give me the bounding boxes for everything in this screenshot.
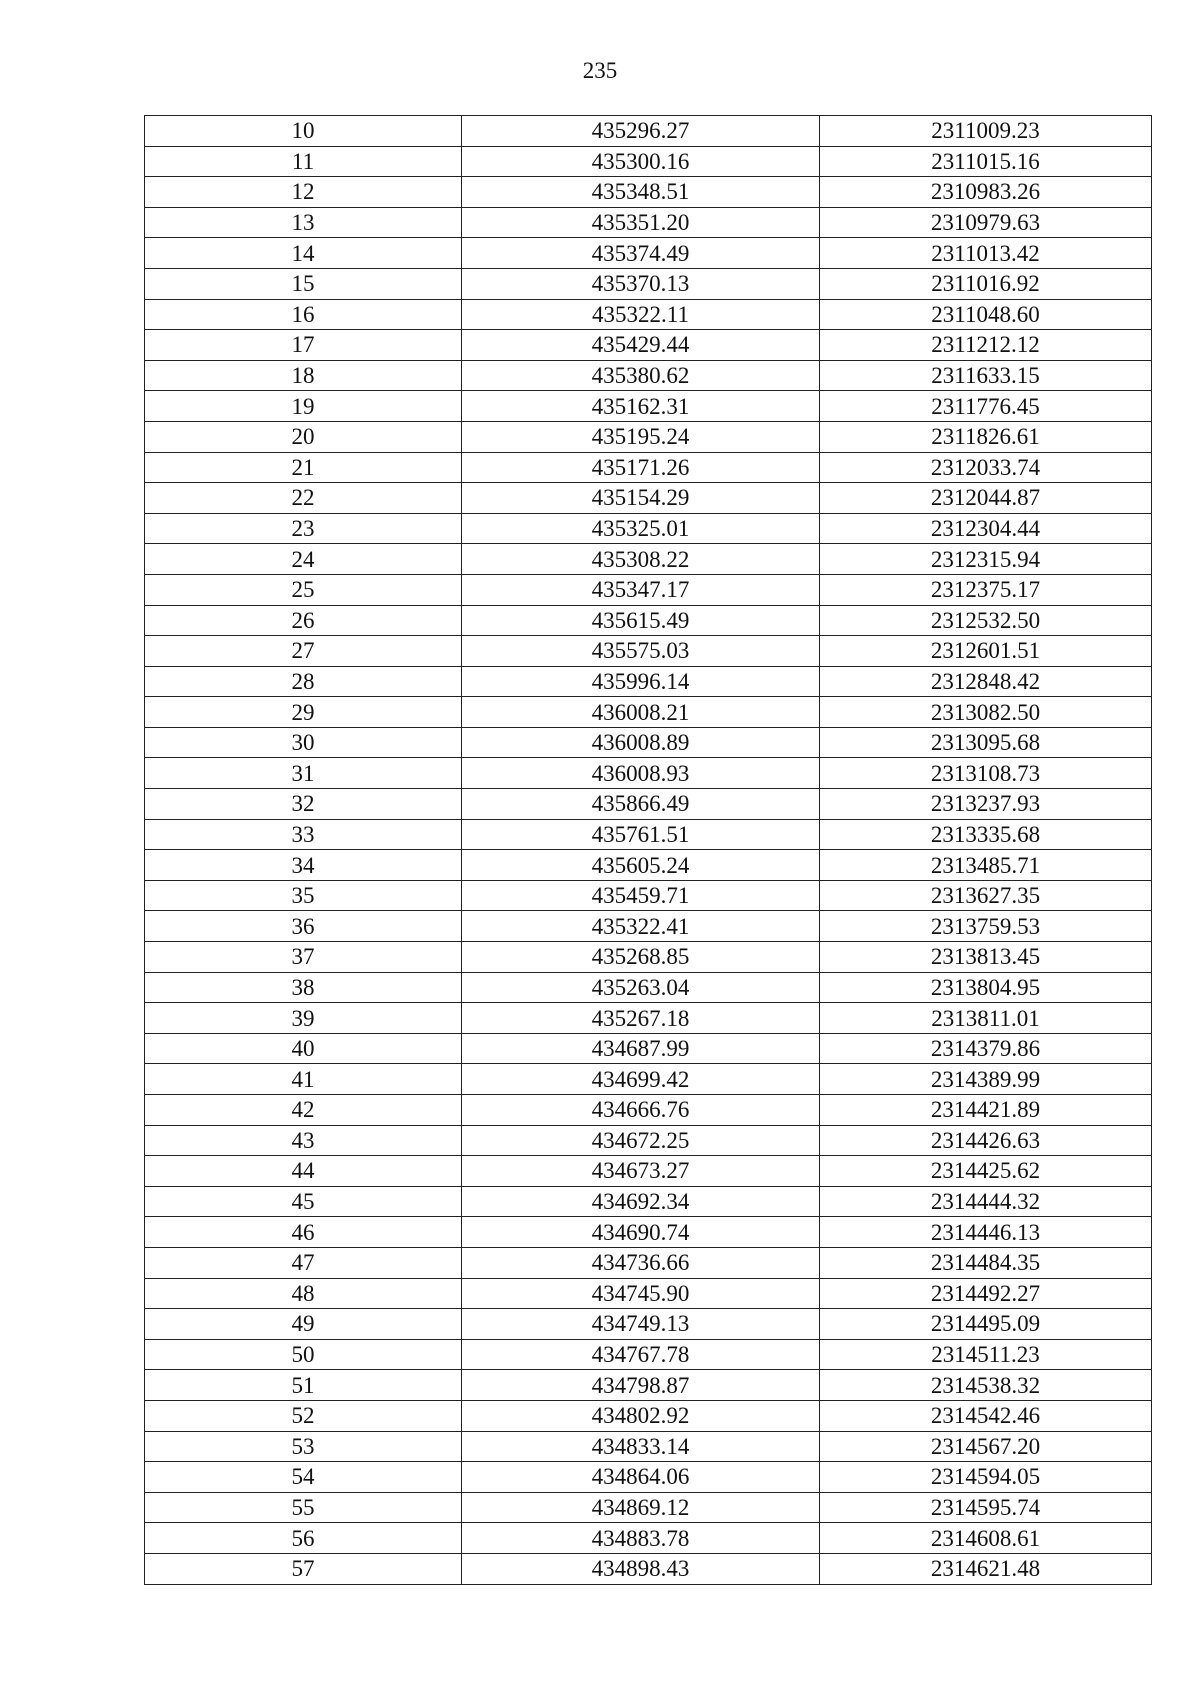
table-row: [145, 1217, 1152, 1248]
table-row: [145, 1553, 1152, 1584]
x-coordinate-cell: 435268.85: [462, 942, 820, 973]
x-coordinate-cell: 434883.78: [462, 1523, 820, 1554]
x-coordinate-cell: 435322.11: [462, 299, 820, 330]
x-coordinate-cell: 434690.74: [462, 1217, 820, 1248]
point-number-cell: 33: [145, 819, 462, 850]
y-coordinate-cell: 2311015.16: [820, 146, 1152, 177]
y-coordinate-cell: 2314495.09: [820, 1309, 1152, 1340]
y-coordinate-cell: 2312375.17: [820, 574, 1152, 605]
table-row: [145, 1033, 1152, 1064]
point-number-cell: 29: [145, 697, 462, 728]
x-coordinate-cell: 435370.13: [462, 268, 820, 299]
y-coordinate-cell: 2312044.87: [820, 483, 1152, 514]
table-row: [145, 1125, 1152, 1156]
table-row: [145, 1339, 1152, 1370]
point-number-cell: 34: [145, 850, 462, 881]
x-coordinate-cell: 434692.34: [462, 1186, 820, 1217]
x-coordinate-cell: 434672.25: [462, 1125, 820, 1156]
table-row: [145, 789, 1152, 820]
y-coordinate-cell: 2314389.99: [820, 1064, 1152, 1095]
coordinates-table-body: [145, 116, 1152, 1585]
point-number-cell: 52: [145, 1400, 462, 1431]
y-coordinate-cell: 2314594.05: [820, 1462, 1152, 1493]
y-coordinate-cell: 2311212.12: [820, 330, 1152, 361]
table-row: [145, 1523, 1152, 1554]
x-coordinate-cell: 435374.49: [462, 238, 820, 269]
x-coordinate-cell: 434864.06: [462, 1462, 820, 1493]
point-number-cell: 15: [145, 268, 462, 299]
table-row: [145, 697, 1152, 728]
table-row: [145, 1400, 1152, 1431]
point-number-cell: 56: [145, 1523, 462, 1554]
x-coordinate-cell: 434736.66: [462, 1247, 820, 1278]
point-number-cell: 25: [145, 574, 462, 605]
x-coordinate-cell: 434802.92: [462, 1400, 820, 1431]
table-row: [145, 360, 1152, 391]
table-row: [145, 1156, 1152, 1187]
point-number-cell: 53: [145, 1431, 462, 1462]
y-coordinate-cell: 2313627.35: [820, 880, 1152, 911]
page-number: 235: [582, 58, 618, 83]
point-number-cell: 24: [145, 544, 462, 575]
y-coordinate-cell: 2311826.61: [820, 421, 1152, 452]
table-row: [145, 1309, 1152, 1340]
x-coordinate-cell: 434767.78: [462, 1339, 820, 1370]
x-coordinate-cell: 435171.26: [462, 452, 820, 483]
y-coordinate-cell: 2312315.94: [820, 544, 1152, 575]
y-coordinate-cell: 2311633.15: [820, 360, 1152, 391]
table-row: [145, 1492, 1152, 1523]
x-coordinate-cell: 434749.13: [462, 1309, 820, 1340]
point-number-cell: 11: [145, 146, 462, 177]
x-coordinate-cell: 435267.18: [462, 1003, 820, 1034]
y-coordinate-cell: 2313813.45: [820, 942, 1152, 973]
x-coordinate-cell: 435429.44: [462, 330, 820, 361]
x-coordinate-cell: 435459.71: [462, 880, 820, 911]
table-row: [145, 1431, 1152, 1462]
y-coordinate-cell: 2313335.68: [820, 819, 1152, 850]
y-coordinate-cell: 2313082.50: [820, 697, 1152, 728]
y-coordinate-cell: 2314446.13: [820, 1217, 1152, 1248]
x-coordinate-cell: 435380.62: [462, 360, 820, 391]
point-number-cell: 38: [145, 972, 462, 1003]
table-row: [145, 391, 1152, 422]
x-coordinate-cell: 435300.16: [462, 146, 820, 177]
y-coordinate-cell: 2311013.42: [820, 238, 1152, 269]
point-number-cell: 26: [145, 605, 462, 636]
point-number-cell: 31: [145, 758, 462, 789]
y-coordinate-cell: 2312601.51: [820, 636, 1152, 667]
point-number-cell: 12: [145, 177, 462, 208]
y-coordinate-cell: 2314542.46: [820, 1400, 1152, 1431]
y-coordinate-cell: 2314426.63: [820, 1125, 1152, 1156]
table-row: [145, 1462, 1152, 1493]
table-row: [145, 605, 1152, 636]
y-coordinate-cell: 2314484.35: [820, 1247, 1152, 1278]
y-coordinate-cell: 2314595.74: [820, 1492, 1152, 1523]
x-coordinate-cell: 435195.24: [462, 421, 820, 452]
point-number-cell: 48: [145, 1278, 462, 1309]
x-coordinate-cell: 435866.49: [462, 789, 820, 820]
y-coordinate-cell: 2314492.27: [820, 1278, 1152, 1309]
table-row: [145, 880, 1152, 911]
x-coordinate-cell: 434687.99: [462, 1033, 820, 1064]
x-coordinate-cell: 434833.14: [462, 1431, 820, 1462]
point-number-cell: 13: [145, 207, 462, 238]
y-coordinate-cell: 2312304.44: [820, 513, 1152, 544]
x-coordinate-cell: 435308.22: [462, 544, 820, 575]
table-row: [145, 238, 1152, 269]
point-number-cell: 50: [145, 1339, 462, 1370]
table-row: [145, 299, 1152, 330]
point-number-cell: 21: [145, 452, 462, 483]
table-row: [145, 574, 1152, 605]
point-number-cell: 46: [145, 1217, 462, 1248]
coordinates-table: [144, 115, 1152, 1585]
point-number-cell: 27: [145, 636, 462, 667]
y-coordinate-cell: 2311009.23: [820, 116, 1152, 147]
x-coordinate-cell: 434745.90: [462, 1278, 820, 1309]
y-coordinate-cell: 2314608.61: [820, 1523, 1152, 1554]
x-coordinate-cell: 434673.27: [462, 1156, 820, 1187]
table-row: [145, 116, 1152, 147]
y-coordinate-cell: 2313485.71: [820, 850, 1152, 881]
point-number-cell: 41: [145, 1064, 462, 1095]
y-coordinate-cell: 2312033.74: [820, 452, 1152, 483]
point-number-cell: 37: [145, 942, 462, 973]
y-coordinate-cell: 2312848.42: [820, 666, 1152, 697]
x-coordinate-cell: 435996.14: [462, 666, 820, 697]
y-coordinate-cell: 2313108.73: [820, 758, 1152, 789]
table-row: [145, 666, 1152, 697]
x-coordinate-cell: 436008.21: [462, 697, 820, 728]
table-row: [145, 1186, 1152, 1217]
point-number-cell: 57: [145, 1553, 462, 1584]
y-coordinate-cell: 2313811.01: [820, 1003, 1152, 1034]
point-number-cell: 55: [145, 1492, 462, 1523]
x-coordinate-cell: 435154.29: [462, 483, 820, 514]
x-coordinate-cell: 435162.31: [462, 391, 820, 422]
point-number-cell: 40: [145, 1033, 462, 1064]
table-row: [145, 421, 1152, 452]
x-coordinate-cell: 435615.49: [462, 605, 820, 636]
y-coordinate-cell: 2312532.50: [820, 605, 1152, 636]
table-row: [145, 911, 1152, 942]
y-coordinate-cell: 2311048.60: [820, 299, 1152, 330]
x-coordinate-cell: 435761.51: [462, 819, 820, 850]
table-row: [145, 177, 1152, 208]
x-coordinate-cell: 435263.04: [462, 972, 820, 1003]
table-row: [145, 207, 1152, 238]
point-number-cell: 32: [145, 789, 462, 820]
y-coordinate-cell: 2313759.53: [820, 911, 1152, 942]
table-row: [145, 758, 1152, 789]
point-number-cell: 51: [145, 1370, 462, 1401]
x-coordinate-cell: 435322.41: [462, 911, 820, 942]
table-row: [145, 1095, 1152, 1126]
y-coordinate-cell: 2314425.62: [820, 1156, 1152, 1187]
point-number-cell: 54: [145, 1462, 462, 1493]
point-number-cell: 42: [145, 1095, 462, 1126]
point-number-cell: 17: [145, 330, 462, 361]
y-coordinate-cell: 2313804.95: [820, 972, 1152, 1003]
x-coordinate-cell: 434798.87: [462, 1370, 820, 1401]
x-coordinate-cell: 434699.42: [462, 1064, 820, 1095]
table-row: [145, 1370, 1152, 1401]
x-coordinate-cell: 436008.89: [462, 727, 820, 758]
x-coordinate-cell: 435575.03: [462, 636, 820, 667]
table-row: [145, 452, 1152, 483]
y-coordinate-cell: 2314379.86: [820, 1033, 1152, 1064]
y-coordinate-cell: 2310979.63: [820, 207, 1152, 238]
point-number-cell: 10: [145, 116, 462, 147]
point-number-cell: 16: [145, 299, 462, 330]
point-number-cell: 44: [145, 1156, 462, 1187]
table-row: [145, 330, 1152, 361]
x-coordinate-cell: 434666.76: [462, 1095, 820, 1126]
table-row: [145, 1064, 1152, 1095]
x-coordinate-cell: 435296.27: [462, 116, 820, 147]
point-number-cell: 14: [145, 238, 462, 269]
x-coordinate-cell: 436008.93: [462, 758, 820, 789]
x-coordinate-cell: 435348.51: [462, 177, 820, 208]
x-coordinate-cell: 435605.24: [462, 850, 820, 881]
point-number-cell: 22: [145, 483, 462, 514]
y-coordinate-cell: 2314444.32: [820, 1186, 1152, 1217]
point-number-cell: 36: [145, 911, 462, 942]
point-number-cell: 35: [145, 880, 462, 911]
point-number-cell: 18: [145, 360, 462, 391]
point-number-cell: 39: [145, 1003, 462, 1034]
table-row: [145, 544, 1152, 575]
y-coordinate-cell: 2313237.93: [820, 789, 1152, 820]
point-number-cell: 49: [145, 1309, 462, 1340]
point-number-cell: 43: [145, 1125, 462, 1156]
table-row: [145, 819, 1152, 850]
point-number-cell: 19: [145, 391, 462, 422]
table-row: [145, 636, 1152, 667]
x-coordinate-cell: 435351.20: [462, 207, 820, 238]
table-row: [145, 1278, 1152, 1309]
y-coordinate-cell: 2314538.32: [820, 1370, 1152, 1401]
point-number-cell: 28: [145, 666, 462, 697]
y-coordinate-cell: 2311016.92: [820, 268, 1152, 299]
y-coordinate-cell: 2310983.26: [820, 177, 1152, 208]
x-coordinate-cell: 434869.12: [462, 1492, 820, 1523]
y-coordinate-cell: 2314421.89: [820, 1095, 1152, 1126]
point-number-cell: 45: [145, 1186, 462, 1217]
table-row: [145, 1247, 1152, 1278]
table-row: [145, 1003, 1152, 1034]
x-coordinate-cell: 435325.01: [462, 513, 820, 544]
y-coordinate-cell: 2313095.68: [820, 727, 1152, 758]
x-coordinate-cell: 435347.17: [462, 574, 820, 605]
y-coordinate-cell: 2311776.45: [820, 391, 1152, 422]
table-row: [145, 483, 1152, 514]
table-row: [145, 513, 1152, 544]
y-coordinate-cell: 2314511.23: [820, 1339, 1152, 1370]
y-coordinate-cell: 2314567.20: [820, 1431, 1152, 1462]
point-number-cell: 20: [145, 421, 462, 452]
table-row: [145, 972, 1152, 1003]
table-row: [145, 146, 1152, 177]
table-row: [145, 850, 1152, 881]
point-number-cell: 47: [145, 1247, 462, 1278]
table-row: [145, 268, 1152, 299]
point-number-cell: 30: [145, 727, 462, 758]
y-coordinate-cell: 2314621.48: [820, 1553, 1152, 1584]
point-number-cell: 23: [145, 513, 462, 544]
x-coordinate-cell: 434898.43: [462, 1553, 820, 1584]
table-row: [145, 727, 1152, 758]
table-row: [145, 942, 1152, 973]
